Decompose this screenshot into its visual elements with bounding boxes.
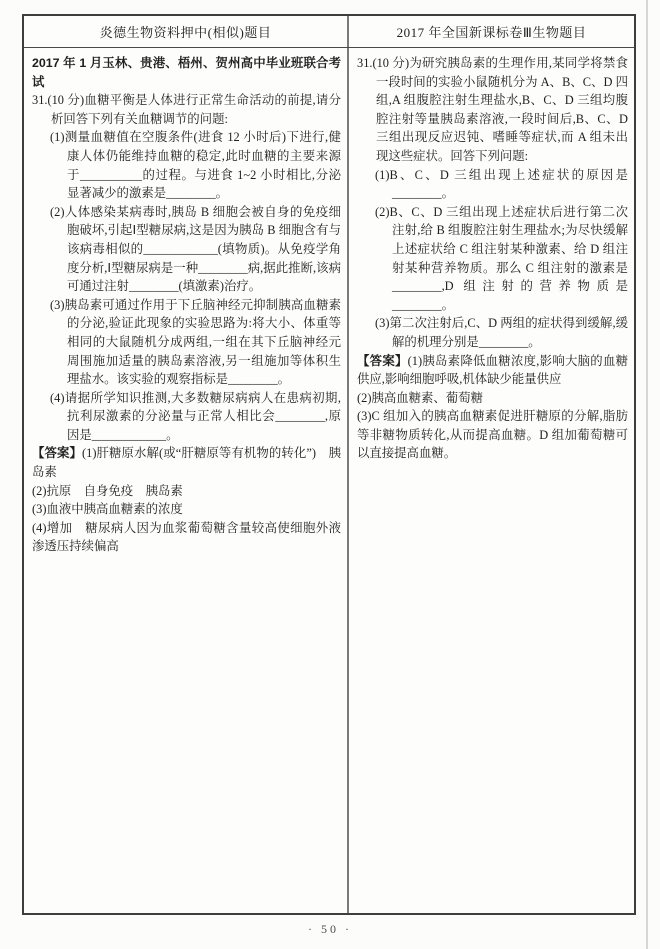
header-cell-left xyxy=(24,16,349,47)
page-number: · 50 · xyxy=(308,922,352,936)
scan-edge-artifact xyxy=(646,0,648,949)
left-answer-text-1: (1)肝糖原水解(或“肝糖原等有机物的转化”) 胰岛素 xyxy=(32,446,342,480)
table-body-row xyxy=(24,48,634,913)
comparison-table xyxy=(22,14,636,915)
table-header-row xyxy=(24,16,634,48)
header-cell-right xyxy=(349,16,634,47)
left-question-item-1: (1)测量血糖值在空腹条件(进食 12 小时后)下进行,健康人体仍能维持血糖的稳定,此时血糖的主要来源于__________的过程。与进食 1~2 小时相比,分泌显著减少的激素是________。 xyxy=(50,130,341,201)
right-answer-label: 【答案】 xyxy=(357,353,408,368)
right-question-item-3: (3)第二次注射后,C、D 两组的症状得到缓解,缓解的机理分别是________。 xyxy=(375,316,628,349)
left-question-item-4: (4)请据所学知识推测,大多数糖尿病病人在患病初期,抗利尿激素的分泌量与正常人相比会________,原因是____________。 xyxy=(50,390,341,442)
header-right-title: 2017 年全国新课标卷Ⅲ生物题目 xyxy=(396,25,587,40)
right-answer-line-1 xyxy=(357,352,628,389)
right-question-item-1: (1)B、C、D 三组出现上述症状的原因是________。 xyxy=(375,167,628,201)
left-question-intro: 31.(10 分)血糖平衡是人体进行正常生命活动的前提,请分析回答下列有关血糖调节的问题: xyxy=(32,93,341,126)
left-answer-line-4: (4)增加 糖尿病人因为血浆葡萄糖含量较高使细胞外液渗透压持续偏高 xyxy=(32,520,341,554)
left-answer-line-1 xyxy=(32,444,341,481)
header-left-title: 炎德生物资料押中(相似)题目 xyxy=(99,25,272,40)
right-question-cell xyxy=(349,48,634,913)
right-answer-line-3: (3)C 组加入的胰高血糖素促进肝糖原的分解,脂肪等非糖物质转化,从而提高血糖。D 组加葡萄糖可以直接提高血糖。 xyxy=(357,409,628,461)
right-answer-text-1: (1)胰岛素降低血糖浓度,影响大脑的血糖供应,影响细胞呼吸,机体缺少能量供应 xyxy=(357,353,629,387)
right-answer-line-2: (2)胰高血糖素、葡萄糖 xyxy=(357,390,483,405)
left-question-item-2: (2)人体感染某病毒时,胰岛 B 细胞会被自身的免疫细胞破坏,引起Ⅰ型糖尿病,这是因为胰岛 B 细胞含有与该病毒相似的____________(填物质)。从免疫学角度分析,Ⅰ型糖尿病是一种________病,据此推断,该病可通过注射________(填激素)治疗。 xyxy=(50,204,341,294)
left-question-item-3: (3)胰岛素可通过作用于下丘脑神经元抑制胰高血糖素的分泌,验证此现象的实验思路为:将大小、体重等相同的大鼠随机分成两组,一组在其下丘脑神经元周围施加适量的胰岛素溶液,另一组施加等体积生理盐水。该实验的观察指标是________。 xyxy=(50,297,341,387)
right-question-intro: 31.(10 分)为研究胰岛素的生理作用,某同学将禁食一段时间的实验小鼠随机分为 A、B、C、D 四组,A 组腹腔注射生理盐水,B、C、D 三组均腹腔注射等量胰岛素溶液,一段时间后,B、C、D 三组出现反应迟钝、嗜睡等症状,而 A 组未出现这些症状。回答下列问题: xyxy=(357,56,628,163)
left-answer-line-3: (3)血液中胰高血糖素的浓度 xyxy=(32,502,183,517)
left-answer-label: 【答案】 xyxy=(32,446,82,461)
left-question-cell xyxy=(24,48,349,913)
left-exam-title: 2017 年 1 月玉林、贵港、梧州、贺州高中毕业班联合考试 xyxy=(32,56,341,89)
right-question-item-2: (2)B、C、D 三组出现上述症状后进行第二次注射,给 B 组腹腔注射生理盐水;为尽快缓解上述症状给 C 组注射某种激素、给 D 组注射某种营养物质。那么 C 组注射的激素是________,D 组注射的营养物质是________。 xyxy=(375,204,628,312)
left-answer-line-2: (2)抗原 自身免疫 胰岛素 xyxy=(32,483,183,498)
